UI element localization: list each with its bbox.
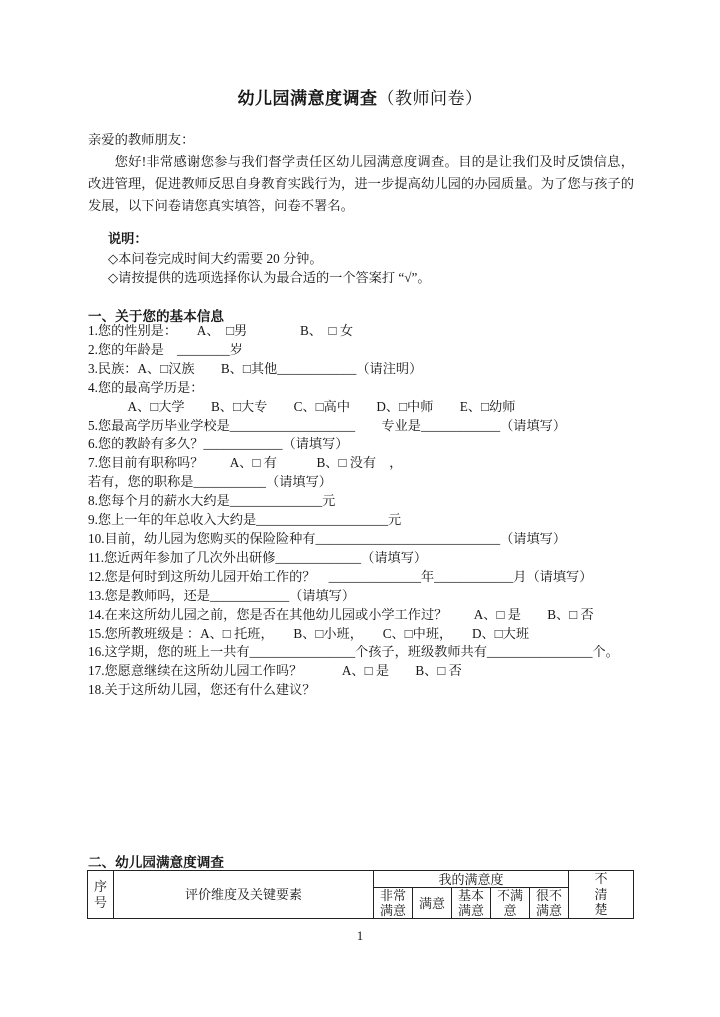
level-cell-basically-satisfied: 基本满意 <box>452 888 491 919</box>
level-cell-very-unsatisfied: 很不满意 <box>530 888 569 919</box>
serial-header-label: 序号 <box>93 879 107 910</box>
question-9: 9.您上一年的年总收入大约是____________________元 <box>88 512 402 528</box>
question-4: 4.您的最高学历是： <box>88 379 204 395</box>
question-1: 1.您的性别是： A、 □男 B、 □ 女 <box>88 323 354 338</box>
question-14: 14.在来这所幼儿园之前，您是否在其他幼儿园或小学工作过？ A、□ 是 B、□ 否 <box>88 606 594 622</box>
document-title-subtitle: （教师问卷） <box>377 89 483 108</box>
question-17: 17.您愿意继续在这所幼儿园工作吗？ A、□ 是 B、□ 否 <box>88 663 462 679</box>
question-12: 12.您是何时到这所幼儿园开始工作的？ ______________年____________月（请填写） <box>88 568 593 584</box>
instruction-item-1: ◇本问卷完成时间大约需要 20 分钟。 <box>108 250 323 266</box>
question-6: 6.您的教龄有多久？____________（请填写） <box>88 436 349 452</box>
table-col-serial <box>88 871 114 919</box>
instructions-heading: 说明： <box>108 231 148 246</box>
question-7: 7.您目前有职称吗？ A、□ 有 B、□ 没有 ， <box>88 455 403 471</box>
question-15: 15.您所教班级是 ：A、□ 托班， B、□小班， C、□中班， D、□大班 <box>88 625 530 641</box>
question-16: 16.这学期，您的班上一共有________________个孩子，班级教师共有________________个。 <box>88 644 619 660</box>
document-title-main: 幼儿园满意度调查 <box>237 89 378 108</box>
table-col-unclear <box>569 871 634 919</box>
document-title <box>0 84 720 109</box>
page-number: 1 <box>356 928 364 943</box>
question-13: 13.您是教师吗，还是____________（请填写） <box>88 587 356 603</box>
level-cell-very-satisfied: 非常满意 <box>374 888 413 919</box>
section1-heading: 一、关于您的基本信息 <box>88 309 224 324</box>
instruction-item-2: ◇请按提供的选项选择你认为最合适的一个答案打 “√”。 <box>108 270 431 286</box>
section2-heading: 二、幼儿园满意度调查 <box>88 855 224 870</box>
question-10: 10.目前，幼儿园为您购买的保险险种有____________________________（请填写） <box>88 530 567 546</box>
question-8: 8.您每个月的薪水大约是______________元 <box>88 493 336 509</box>
question-2: 2.您的年龄是 ________岁 <box>88 341 243 357</box>
intro-paragraph: 您好!非常感谢您参与我们督学责任区幼儿园满意度调查。目的是让我们及时反馈信息，改进管理，促进教师反思自身教育实践行为，进一步提高幼儿园的办园质量。为了您与孩子的发展，以下问卷请您真实填答，问卷不署名。 <box>88 154 634 213</box>
question-3: 3.民族：A、□汉族 B、□其他____________（请注明） <box>88 360 423 376</box>
table-group-header: 我的满意度 <box>374 871 569 888</box>
basic-info-questions <box>88 322 654 700</box>
question-4-options: A、□大学 B、□大专 C、□高中 D、□中师 E、□幼师 <box>88 398 516 414</box>
question-11: 11.您近两年参加了几次外出研修_____________（请填写） <box>88 549 428 565</box>
intro-section <box>88 129 634 217</box>
level-cell-unsatisfied: 不满意 <box>491 888 530 919</box>
unclear-header-label: 不清楚 <box>594 871 608 918</box>
table-col-dimension: 评价维度及关键要素 <box>114 871 374 919</box>
question-7-note: 若有，您的职称是___________（请填写） <box>88 474 332 490</box>
level-cell-satisfied: 满意 <box>413 888 452 919</box>
instructions-section <box>108 229 628 288</box>
satisfaction-table <box>87 870 634 919</box>
question-5: 5.您最高学历毕业学校是___________________ 专业是____________（请填写） <box>88 417 567 433</box>
salutation: 亲爱的教师朋友： <box>88 132 195 147</box>
question-18: 18.关于这所幼儿园，您还有什么建议？ <box>88 682 316 698</box>
